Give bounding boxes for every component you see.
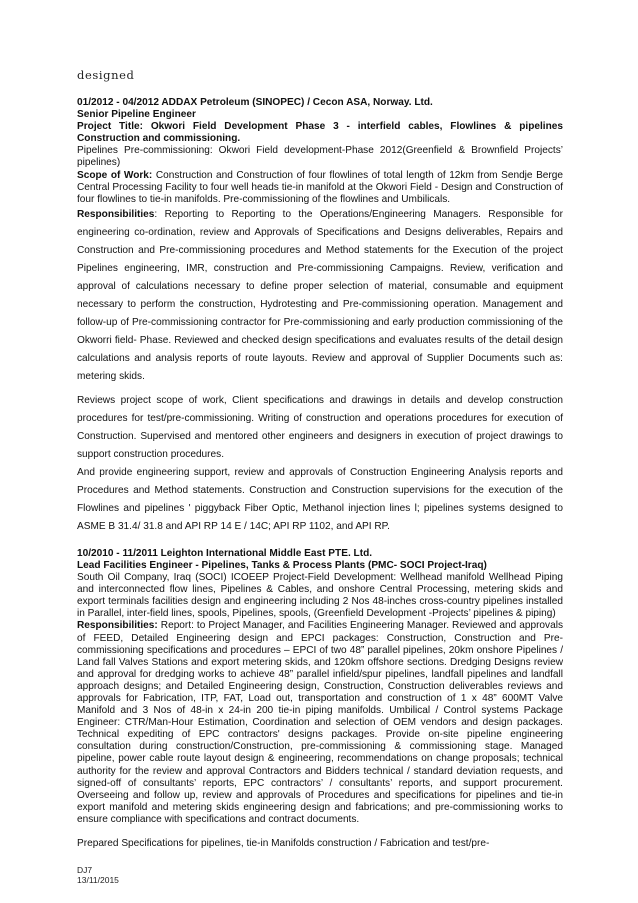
job1-paragraph-3: And provide engineering support, review and approvals of Construction Engineering Analysis reports and Procedures and Method statements. Construction and Construction supervisions for the execution of the Flowlines and pipelines ' piggyback Fiber Optic, Methanol injection lines l; pipelines systems designed to ASME B 31.4/ 31.8 and API RP 14 E / 14C; API RP 1102, and API RP. (77, 466, 563, 532)
page-footer (77, 865, 119, 885)
scope-text: Construction and Construction of four flowlines of total length of 12km from Sendje Berge Central Processing Facility to four well heads tie-in manifold at the Okwori Field - Design and Construction of four flowlines to tie-in manifolds. Pre-commissioning of the flowlines and Umbilicals. (77, 169, 564, 205)
scope-label: Scope of Work: (77, 169, 153, 181)
job1-role: Senior Pipeline Engineer (77, 109, 196, 121)
job1-scope (77, 170, 563, 206)
responsibilities-text: Report: to Project Manager, and Facilities Engineering Manager. Reviewed and approvals of FEED, Detailed Engineering design and EPCI packages: Construction, Construction and Pre-commissioning specifications and procedures – EPCI of two 48” parallel pipelines, 20km onshore Pipelines / Land fall Valves Stations and export metering skids, and 120km offshore sections. Dredging Designs review and approval for dredging works to achieve 48” parallel infield/spur pipelines, landfall pipelines and landfall approach designs; and Detailed Engineering design, Construction, Construction deliverables reviews and approvals for Fabrication, ITP, FAT, Load out, transportation and construction of 1 x 48” 600MT Valve Manifold and 3 Nos of 48-in x 24-in 200 tie-in piping manifolds. Umbilical / Control systems Package Engineer: CTR/Man-Hour Estimation, Coordination and selection of OEM vendors and design packages. Technical expediting of EPC contractors' designs packages. Provide on-site pipeline engineering consultation during construction/Construction, pre-commissioning & commissioning stage. Managed pipeline, power cable route layout design & engineering, recommendations on change proposals; technical authority for the review and approval Contractors and Bidders technical / standard deviation requests, and signed-off of consultants’ reports, EPC contractors’ / consultants’ reports, and support procurement. Overseeing and follow up, review and approvals of Procedures and specifications for pipelines and tie-in export manifold and metering skids engineering design and fabrications; and pre-commissioning works to ensure compliance with specifications and contract documents. (77, 620, 563, 825)
job2-responsibilities (77, 620, 563, 826)
footer-reference: DJ7 (77, 865, 93, 875)
job1-paragraph-2: Reviews project scope of work, Client specifications and drawings in details and develop construction procedures for test/pre-commissioning. Writing of construction and operations procedures for execution of Construction. Supervised and mentored other engineers and designers in execution of project drawings to support construction procedures. (77, 394, 563, 460)
job1-project-title: Project Title: Okwori Field Development Phase 3 - interfield cables, Flowlines & pipelines Construction and commissioning. (77, 121, 563, 145)
job2-description: South Oil Company, Iraq (SOCI) ICOEEP Project-Field Development: Wellhead manifold Wellhead Piping and interconnected flow lines, Pipelines & Cables, and onshore Central Processing, metering skids and export terminals facilities design and engineering including 2 Nos 48-inches cross-country pipelines installed in Parallel, inter-field lines, spools, Pipelines, spools, (Greenfield Development -Projects’ pipelines & piping) (77, 572, 563, 620)
job-entry-addax (77, 97, 563, 536)
job2-prepared-line: Prepared Specifications for pipelines, tie-in Manifolds construction / Fabrication and test/pre- (77, 838, 490, 849)
responsibilities-label: Responsibilities: (77, 620, 158, 632)
job1-responsibilities (77, 206, 563, 386)
intro-word: designed (77, 68, 135, 82)
job1-header: 01/2012 - 04/2012 ADDAX Petroleum (SINOPEC) / Cecon ASA, Norway. Ltd. (77, 97, 433, 108)
job-entry-leighton (77, 548, 563, 850)
job2-role: Lead Facilities Engineer - Pipelines, Tanks & Process Plants (PMC- SOCI Project-Iraq) (77, 559, 487, 571)
responsibilities-label: Responsibilities (77, 208, 155, 220)
job1-precommissioning: Pipelines Pre-commissioning: Okwori Field development-Phase 2012(Greenfield & Brownfield Projects’ pipelines) (77, 145, 563, 169)
document-body (77, 97, 563, 850)
job2-header: 10/2010 - 11/2011 Leighton International Middle East PTE. Ltd. (77, 547, 373, 559)
footer-date: 13/11/2015 (77, 875, 119, 885)
responsibilities-text: : Reporting to Reporting to the Operations/Engineering Managers. Responsible for engineering co-ordination, review and Approvals of Specifications and Designs deliverables, Repairs and Construction and Pre-commissioning procedures and Method statements for the Execution of the project Pipelines engineering, IMR, construction and Pre-commissioning Campaigns. Review, verification and approval of calculations necessary to define proper selection of material, consumable and equipment necessary to perform the construction, Hydrotesting and Pre-commissioning operation. Management and follow-up of Pre-commissioning contractor for Pre-commissioning and early production commissioning of the Okworri field- Phase. Reviewed and checked design specifications and evaluates results of the detail design calculations and analysis reports of route layouts. Review and approval of Supplier Documents such as: metering skids. (77, 208, 563, 382)
